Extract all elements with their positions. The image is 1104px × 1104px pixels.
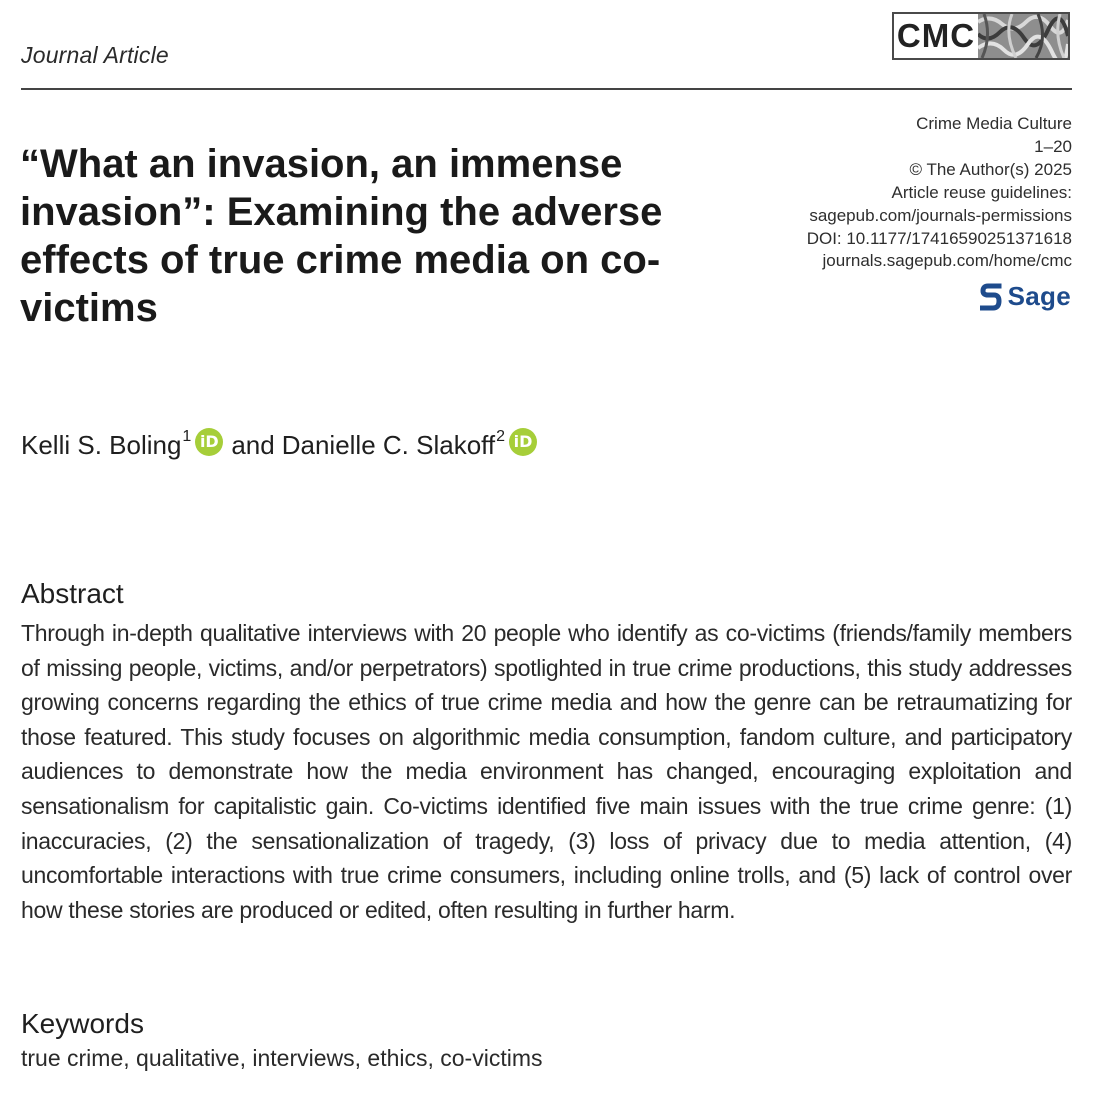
publisher-logo: [980, 281, 1071, 312]
abstract-heading: Abstract: [21, 578, 124, 609]
reuse-guidelines-label: Article reuse guidelines:: [891, 182, 1072, 202]
copyright-notice: © The Author(s) 2025: [909, 159, 1072, 179]
abstract-body: Through in-depth qualitative interviews with 20 people who identify as co-victims (friends/family members of missing people, victims, and/or perpetrators) spotlighted in true crime productions, this study addresses growing concerns regarding the ethics of true crime media and how the genre can be retraumatizing for those featured. This study focuses on algorithmic media consumption, fandom culture, and participatory audiences to demonstrate how the media environment has changed, encouraging exploitation and sensationalism for capitalistic gain. Co-victims identified five main issues with the true crime genre: (1) inaccuracies, (2) the sensationalization of tragedy, (3) loss of privacy due to media attention, (4) uncomfortable interactions with true crime consumers, including online trolls, and (5) lack of control over how these stories are produced or edited, often resulting in further harm.: [21, 620, 1072, 923]
orcid-icon[interactable]: iD: [509, 428, 537, 456]
orcid-icon[interactable]: iD: [195, 428, 223, 456]
keywords-list: true crime, qualitative, interviews, ethics, co-victims: [21, 1045, 543, 1071]
keywords-heading: Keywords: [21, 1008, 144, 1039]
journal-name: Crime Media Culture: [916, 114, 1072, 133]
article-metadata: [742, 113, 1072, 273]
author-joiner: and: [231, 430, 275, 460]
publisher-name: Sage: [1007, 281, 1071, 311]
journal-logo-pattern: [978, 14, 1068, 58]
author-name: Kelli S. Boling: [21, 430, 182, 460]
permissions-link[interactable]: sagepub.com/journals-permissions: [809, 205, 1072, 225]
author-name: Danielle C. Slakoff: [281, 430, 496, 460]
author-affiliation: 2: [496, 427, 506, 445]
journal-logo: [892, 12, 1070, 60]
journal-home-link[interactable]: journals.sagepub.com/home/cmc: [822, 251, 1072, 271]
article-type-label: Journal Article: [21, 42, 169, 68]
article-title: “What an invasion, an immense invasion”: Examining the adverse effects of true crime media on co-victims: [20, 142, 663, 330]
journal-logo-text: CMC: [896, 17, 976, 54]
logo-texture-icon: [978, 14, 1068, 58]
sage-s-icon: [980, 283, 1002, 311]
author-list: [21, 427, 545, 461]
page-range: 1–20: [1034, 136, 1072, 156]
header-divider: [21, 88, 1072, 90]
doi-link[interactable]: DOI: 10.1177/17416590251371618: [806, 228, 1072, 248]
author-affiliation: 1: [182, 427, 192, 445]
